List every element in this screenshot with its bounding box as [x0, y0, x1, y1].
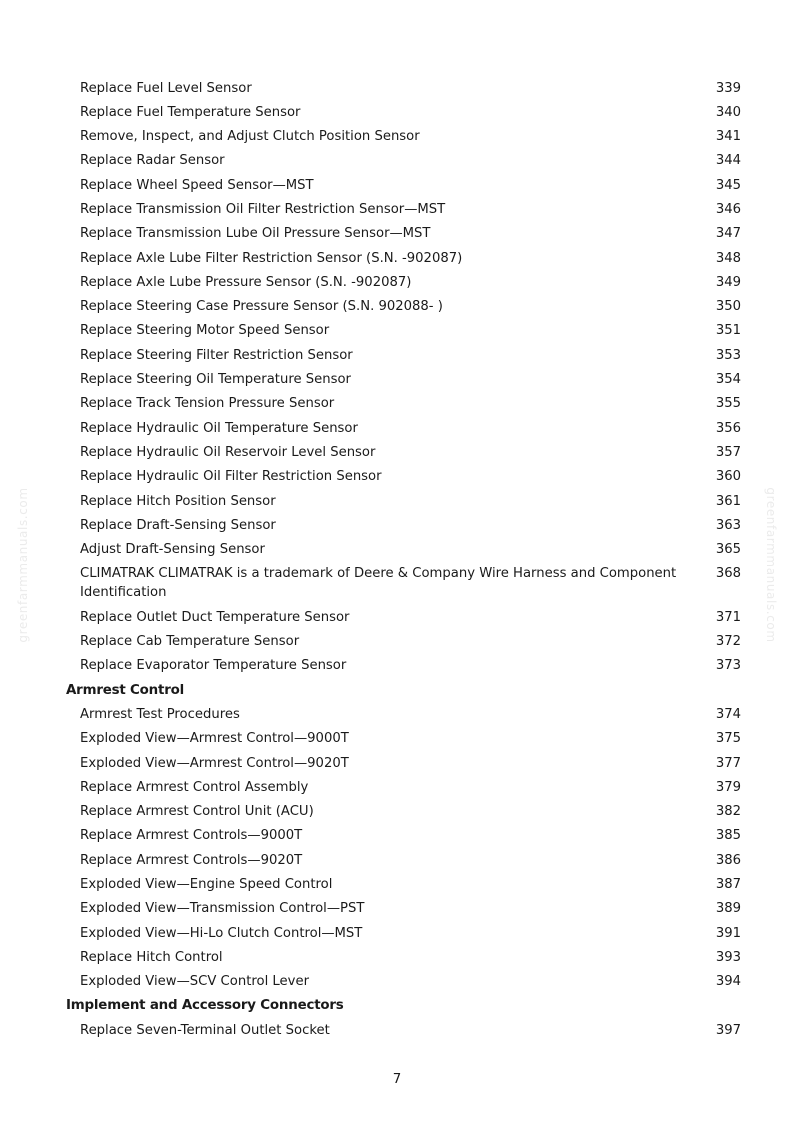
toc-entry-title: Replace Track Tension Pressure Sensor	[80, 396, 335, 412]
table-of-contents	[0, 76, 794, 1043]
toc-entry[interactable]	[0, 897, 794, 921]
toc-entry-page: 351	[715, 323, 741, 339]
toc-entry-title: Replace Transmission Lube Oil Pressure Sensor—MST	[80, 226, 431, 242]
watermark-left: greenfarmmanuals.com	[16, 487, 30, 643]
toc-entry-title: Replace Transmission Oil Filter Restriction Sensor—MST	[80, 201, 446, 217]
toc-entry-title: Replace Evaporator Temperature Sensor	[80, 658, 347, 674]
toc-entry-title: Replace Outlet Duct Temperature Sensor	[80, 609, 350, 625]
toc-entry-title: Replace Fuel Temperature Sensor	[80, 104, 301, 120]
toc-entry-page: 371	[715, 609, 741, 625]
toc-entry-title: Adjust Draft-Sensing Sensor	[80, 542, 265, 558]
toc-entry[interactable]	[0, 197, 794, 221]
toc-entry-page: 377	[715, 755, 741, 771]
toc-entry[interactable]	[0, 605, 794, 629]
watermark-right: greenfarmmanuals.com	[764, 487, 778, 643]
toc-entry-title: Replace Steering Motor Speed Sensor	[80, 323, 330, 339]
toc-entry-page: 389	[715, 901, 741, 917]
toc-entry-page: 373	[715, 658, 741, 674]
toc-entry[interactable]	[0, 727, 794, 751]
toc-entry-page: 386	[715, 852, 741, 868]
toc-entry-page: 375	[715, 731, 741, 747]
toc-entry-page: 347	[715, 226, 741, 242]
toc-entry[interactable]	[0, 343, 794, 367]
toc-entry[interactable]	[0, 562, 794, 605]
toc-entry[interactable]	[0, 921, 794, 945]
toc-group-implement-connectors	[0, 1018, 794, 1042]
toc-entry-page: 393	[715, 949, 741, 965]
toc-entry-title: Remove, Inspect, and Adjust Clutch Position Sensor	[80, 129, 420, 145]
toc-entry-title: Replace Steering Oil Temperature Sensor	[80, 372, 351, 388]
toc-entry-title: Exploded View—Engine Speed Control	[80, 877, 333, 892]
toc-entry-title: CLIMATRAK CLIMATRAK is a trademark of Deere & Company Wire Harness and Component Identification	[80, 566, 677, 601]
toc-entry[interactable]	[0, 440, 794, 464]
toc-entry[interactable]	[0, 173, 794, 197]
toc-entry[interactable]	[0, 270, 794, 294]
toc-entry[interactable]	[0, 824, 794, 848]
toc-entry-title: Replace Seven-Terminal Outlet Socket	[80, 1022, 330, 1038]
toc-entry-page: 382	[715, 804, 741, 820]
toc-entry-title: Replace Hitch Control	[80, 949, 223, 965]
toc-entry[interactable]	[0, 100, 794, 124]
toc-entry[interactable]	[0, 751, 794, 775]
toc-entry[interactable]	[0, 392, 794, 416]
toc-entry-page: 339	[715, 80, 741, 96]
toc-entry-page: 355	[715, 396, 741, 412]
toc-entry-title: Exploded View—Transmission Control—PST	[80, 901, 365, 917]
toc-entry[interactable]	[0, 76, 794, 100]
toc-entry-page: 385	[715, 828, 741, 844]
toc-entry[interactable]	[0, 149, 794, 173]
toc-entry-title: Replace Cab Temperature Sensor	[80, 634, 300, 650]
toc-entry[interactable]	[0, 295, 794, 319]
toc-entry[interactable]	[0, 945, 794, 969]
toc-entry-title: Replace Axle Lube Pressure Sensor (S.N. -902087)	[80, 274, 412, 290]
toc-entry-title: Replace Hitch Position Sensor	[80, 493, 276, 509]
toc-entry[interactable]	[0, 1018, 794, 1042]
toc-entry-page: 360	[715, 469, 741, 485]
toc-entry-title: Exploded View—Armrest Control—9020T	[80, 755, 349, 771]
toc-entry[interactable]	[0, 800, 794, 824]
toc-entry[interactable]	[0, 125, 794, 149]
toc-entry-page: 345	[715, 177, 741, 193]
toc-entry-title: Replace Hydraulic Oil Temperature Sensor	[80, 420, 358, 436]
toc-entry[interactable]	[0, 319, 794, 343]
toc-entry-page: 341	[715, 129, 741, 145]
toc-entry[interactable]	[0, 222, 794, 246]
toc-entry-title: Replace Armrest Control Assembly	[80, 779, 309, 795]
toc-entry[interactable]	[0, 702, 794, 726]
toc-entry[interactable]	[0, 970, 794, 994]
toc-entry[interactable]	[0, 630, 794, 654]
toc-entry-title: Replace Armrest Controls—9000T	[80, 828, 303, 844]
toc-entry[interactable]	[0, 873, 794, 897]
toc-entry-page: 349	[715, 274, 741, 290]
toc-entry-page: 368	[715, 566, 741, 582]
toc-entry-page: 361	[715, 493, 741, 509]
toc-entry-title: Replace Armrest Control Unit (ACU)	[80, 804, 314, 820]
toc-entry-title: Replace Armrest Controls—9020T	[80, 852, 303, 868]
toc-entry[interactable]	[0, 246, 794, 270]
toc-entry[interactable]	[0, 538, 794, 562]
toc-entry-title: Armrest Test Procedures	[80, 706, 240, 722]
toc-entry-title: Replace Hydraulic Oil Reservoir Level Sensor	[80, 444, 376, 460]
toc-entry-title: Replace Hydraulic Oil Filter Restriction Sensor	[80, 469, 382, 485]
toc-entry[interactable]	[0, 465, 794, 489]
toc-entry[interactable]	[0, 654, 794, 678]
toc-entry-title: Exploded View—Hi-Lo Clutch Control—MST	[80, 925, 363, 941]
toc-entry-title: Exploded View—Armrest Control—9000T	[80, 731, 349, 747]
toc-entry[interactable]	[0, 848, 794, 872]
toc-entry-page: 397	[715, 1022, 741, 1038]
toc-entry-page: 353	[715, 347, 741, 363]
toc-entry-page: 374	[715, 706, 741, 722]
toc-entry-page: 379	[715, 779, 741, 795]
toc-entry[interactable]	[0, 489, 794, 513]
toc-entry[interactable]	[0, 416, 794, 440]
toc-entry-page: 387	[715, 877, 741, 892]
toc-entry-page: 346	[715, 201, 741, 217]
toc-entry-page: 357	[715, 444, 741, 460]
toc-entry-page: 372	[715, 634, 741, 650]
toc-entry[interactable]	[0, 513, 794, 537]
toc-entry-title: Replace Wheel Speed Sensor—MST	[80, 177, 314, 193]
page-number: 7	[392, 1072, 402, 1087]
toc-entry-page: 340	[715, 104, 741, 120]
section-heading-armrest-control[interactable]: Armrest Control	[66, 682, 184, 698]
toc-entry-title: Exploded View—SCV Control Lever	[80, 974, 309, 990]
toc-entry-title: Replace Steering Filter Restriction Sensor	[80, 347, 353, 363]
toc-entry-page: 394	[715, 974, 741, 990]
toc-entry-title: Replace Steering Case Pressure Sensor (S.N. 902088- )	[80, 299, 443, 315]
toc-entry-page: 391	[715, 925, 741, 941]
toc-entry-page: 356	[715, 420, 741, 436]
toc-entry[interactable]	[0, 368, 794, 392]
toc-entry-title: Replace Draft-Sensing Sensor	[80, 517, 276, 533]
toc-entry-page: 348	[715, 250, 741, 266]
toc-entry-page: 363	[715, 517, 741, 533]
toc-entry-page: 365	[715, 542, 741, 558]
toc-entry[interactable]	[0, 775, 794, 799]
toc-entry-title: Replace Fuel Level Sensor	[80, 80, 252, 96]
toc-entry-title: Replace Radar Sensor	[80, 153, 225, 169]
toc-entry-page: 350	[715, 299, 741, 315]
toc-entry-title: Replace Axle Lube Filter Restriction Sensor (S.N. -902087)	[80, 250, 463, 266]
toc-entry-page: 344	[715, 153, 741, 169]
toc-group-sensors	[0, 76, 794, 678]
toc-entry-page: 354	[715, 372, 741, 388]
section-heading-implement-connectors[interactable]: Implement and Accessory Connectors	[66, 998, 344, 1014]
toc-group-armrest-control	[0, 702, 794, 994]
